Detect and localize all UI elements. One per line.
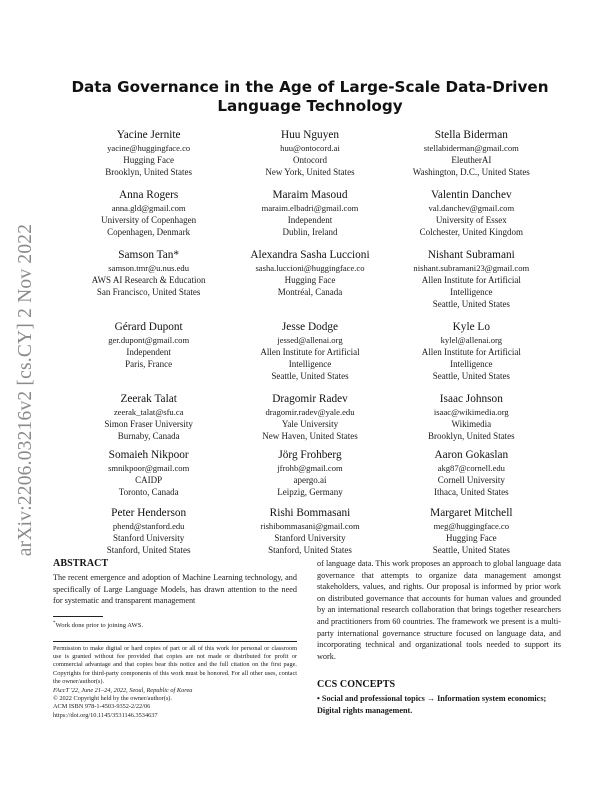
author-email[interactable]: ger.dupont@gmail.com <box>108 335 190 345</box>
author-email[interactable]: isaac@wikimedia.org <box>433 407 509 417</box>
author-card <box>393 392 550 442</box>
permission-block <box>53 645 297 721</box>
ccs-heading: CCS CONCEPTS <box>317 679 396 691</box>
author-location: Seattle, United States <box>432 545 510 555</box>
paper-title <box>70 78 550 116</box>
author-affiliation: Hugging Face <box>284 275 336 285</box>
author-email[interactable]: val.danchev@gmail.com <box>428 203 515 213</box>
author-card <box>70 248 227 310</box>
copyright-line: © 2022 Copyright held by the owner/author(s). <box>53 695 172 702</box>
title-line-2: Language Technology <box>217 97 403 115</box>
permission-text: Permission to make digital or hard copies of part or all of this work for personal or classroom use is granted without fee provided that copies are not made or distributed for profit or commercial advantage and that copies bear this notice and the full citation on the first page. Copyrights for third-party components of this work must be honored. For all other uses, contact the owner/author(s). <box>53 644 297 686</box>
author-affiliation: Allen Institute for Artificial <box>421 347 521 357</box>
author-location: Stanford, United States <box>106 545 191 555</box>
author-card <box>231 448 388 498</box>
author-email[interactable]: anna.gld@gmail.com <box>111 203 186 213</box>
author-card <box>70 320 227 382</box>
author-card <box>70 448 227 498</box>
author-email[interactable]: phend@stanford.edu <box>112 521 185 531</box>
author-affiliation: EleutherAI <box>451 155 492 165</box>
arxiv-identifier: arXiv:2206.03216v2 [cs.CY] 2 Nov 2022 <box>15 223 36 557</box>
author-email[interactable]: jessed@allenai.org <box>277 335 343 345</box>
author-affiliation: Independent <box>126 347 171 357</box>
footnote-mark: * <box>53 620 56 626</box>
author-row <box>70 392 550 442</box>
author-email[interactable]: smnikpoor@gmail.com <box>108 463 190 473</box>
author-card <box>231 320 388 382</box>
author-affiliation: CAIDP <box>135 475 163 485</box>
author-location: San Francisco, United States <box>96 287 201 297</box>
author-location: Burnaby, Canada <box>117 431 180 441</box>
author-name: Yacine Jernite <box>116 129 181 141</box>
author-location: Colchester, United Kingdom <box>419 227 523 237</box>
author-location: Stanford, United States <box>268 545 352 555</box>
author-email[interactable]: zeerak_talat@sfu.ca <box>113 407 184 417</box>
right-column <box>317 558 561 717</box>
author-location: New Haven, United States <box>262 431 358 441</box>
author-card <box>70 506 227 556</box>
author-email[interactable]: dragomir.radev@yale.edu <box>265 407 355 417</box>
author-location: Seattle, United States <box>432 371 510 381</box>
author-name: Zeerak Talat <box>120 393 177 405</box>
doi-link[interactable]: https://doi.org/10.1145/3531146.3534637 <box>53 711 158 719</box>
author-name: Peter Henderson <box>111 507 187 519</box>
author-name: Samson Tan* <box>118 249 180 261</box>
author-name: Jörg Frohberg <box>278 449 342 461</box>
author-affiliation: Intelligence <box>450 359 493 369</box>
author-location: Washington, D.C., United States <box>412 167 530 177</box>
author-affiliation: Intelligence <box>288 359 332 369</box>
author-row <box>70 506 550 556</box>
author-name: Anna Rogers <box>119 189 179 201</box>
author-location: Leipzig, Germany <box>277 487 343 497</box>
author-card <box>393 448 550 498</box>
author-affiliation: AWS AI Research & Education <box>91 275 206 285</box>
author-card <box>393 320 550 382</box>
author-email[interactable]: kylel@allenai.org <box>440 335 503 345</box>
author-affiliation: Yale University <box>281 419 339 429</box>
author-affiliation: Wikimedia <box>451 419 492 429</box>
author-email[interactable]: rishibommasani@gmail.com <box>260 521 360 531</box>
author-location: Seattle, United States <box>271 371 349 381</box>
author-email[interactable]: maraim.elbadri@gmail.com <box>261 203 359 213</box>
author-name: Margaret Mitchell <box>430 507 513 519</box>
author-affiliation: Simon Fraser University <box>104 419 193 429</box>
abstract-text-right: of language data. This work proposes an approach to global language data governance that attempts to organize data management amongst stakeholders, values, and rights. Our proposal is informed by prior work on distributed governance that accounts for human values and grounded by an international research collaboration that brings together researchers and practitioners from 60 countries. The framework we present is a multi-party international governance structure focused on language data, and incorporating technical and organizational tools needed to support its work. <box>317 559 561 661</box>
author-card <box>231 248 388 310</box>
author-email[interactable]: yacine@huggingface.co <box>107 143 191 153</box>
author-affiliation: apergo.ai <box>293 475 327 485</box>
author-name: Gérard Dupont <box>114 321 183 333</box>
permission-divider <box>53 641 297 642</box>
author-row <box>70 448 550 498</box>
author-card <box>70 128 227 178</box>
author-email[interactable]: meg@huggingface.co <box>433 521 510 531</box>
author-affiliation: Independent <box>287 215 333 225</box>
author-row <box>70 188 550 238</box>
author-block <box>70 128 550 556</box>
author-location: Ithaca, United States <box>433 487 509 497</box>
venue-line: FAccT '22, June 21–24, 2022, Seoul, Republic of Korea <box>53 686 193 694</box>
author-name: Alexandra Sasha Luccioni <box>250 249 370 261</box>
left-column <box>53 558 297 720</box>
author-location: Dublin, Ireland <box>282 227 338 237</box>
footnote-divider <box>53 616 103 617</box>
author-affiliation: Allen Institute for Artificial <box>260 347 360 357</box>
author-affiliation: Stanford University <box>113 533 185 543</box>
author-card <box>231 506 388 556</box>
author-card <box>393 128 550 178</box>
author-email[interactable]: jfrohb@gmail.com <box>277 463 343 473</box>
author-card <box>70 392 227 442</box>
author-name: Stella Biderman <box>434 129 508 141</box>
author-name: Maraim Masoud <box>272 189 348 201</box>
author-email[interactable]: huu@ontocord.ai <box>280 143 340 153</box>
author-affiliation: Allen Institute for Artificial <box>421 275 521 285</box>
author-row <box>70 320 550 382</box>
author-location: Paris, France <box>125 359 173 369</box>
author-name: Aaron Gokaslan <box>434 449 509 461</box>
author-email[interactable]: nishant.subramani23@gmail.com <box>413 263 530 273</box>
author-email[interactable]: stellabiderman@gmail.com <box>423 143 519 153</box>
author-location: Brooklyn, United States <box>427 431 515 441</box>
author-row <box>70 248 550 310</box>
author-location: Toronto, Canada <box>118 487 179 497</box>
author-row <box>70 128 550 178</box>
author-name: Somaieh Nikpoor <box>108 449 189 461</box>
author-card <box>231 392 388 442</box>
author-affiliation: Cornell University <box>437 475 505 485</box>
author-affiliation: Hugging Face <box>445 533 497 543</box>
author-name: Nishant Subramani <box>427 249 515 261</box>
author-card <box>231 188 388 238</box>
author-location: Seattle, United States <box>432 299 510 309</box>
author-location: New York, United States <box>265 167 355 177</box>
author-name: Dragomir Radev <box>272 393 348 405</box>
author-location: Brooklyn, United States <box>105 167 193 177</box>
author-affiliation: University of Copenhagen <box>101 215 197 225</box>
author-email[interactable]: sasha.luccioni@huggingface.co <box>255 263 365 273</box>
author-location: Copenhagen, Denmark <box>107 227 191 237</box>
isbn-line: ACM ISBN 978-1-4503-9352-2/22/06 <box>53 703 151 711</box>
footnote <box>53 620 297 631</box>
abstract-heading: ABSTRACT <box>53 558 109 569</box>
footnote-text: Work done prior to joining AWS. <box>55 621 144 629</box>
ccs-concepts: • Social and professional topics → Information system economics; Digital rights management. <box>317 694 547 715</box>
author-email[interactable]: samson.tmr@u.nus.edu <box>108 263 190 273</box>
author-card <box>393 188 550 238</box>
author-card <box>70 188 227 238</box>
arxiv-watermark <box>11 210 41 570</box>
author-name: Rishi Bommasani <box>269 507 351 519</box>
author-affiliation: Stanford University <box>274 533 346 543</box>
title-line-1: Data Governance in the Age of Large-Scale Data-Driven <box>71 78 549 96</box>
abstract-text-left: The recent emergence and adoption of Machine Learning technology, and specifically of Large Language Models, has drawn attention to the need for systematic and transparent management <box>53 573 297 606</box>
author-email[interactable]: akg87@cornell.edu <box>437 463 505 473</box>
author-card <box>393 248 550 310</box>
author-name: Isaac Johnson <box>439 393 503 405</box>
author-name: Jesse Dodge <box>281 321 339 333</box>
author-affiliation: Intelligence <box>450 287 493 297</box>
author-location: Montréal, Canada <box>277 287 343 297</box>
author-name: Kyle Lo <box>452 321 490 333</box>
author-affiliation: Ontocord <box>292 155 327 165</box>
author-card <box>393 506 550 556</box>
author-card <box>231 128 388 178</box>
author-name: Valentin Danchev <box>431 189 512 201</box>
author-name: Huu Nguyen <box>280 129 340 141</box>
author-affiliation: Hugging Face <box>123 155 175 165</box>
author-affiliation: University of Essex <box>435 215 507 225</box>
